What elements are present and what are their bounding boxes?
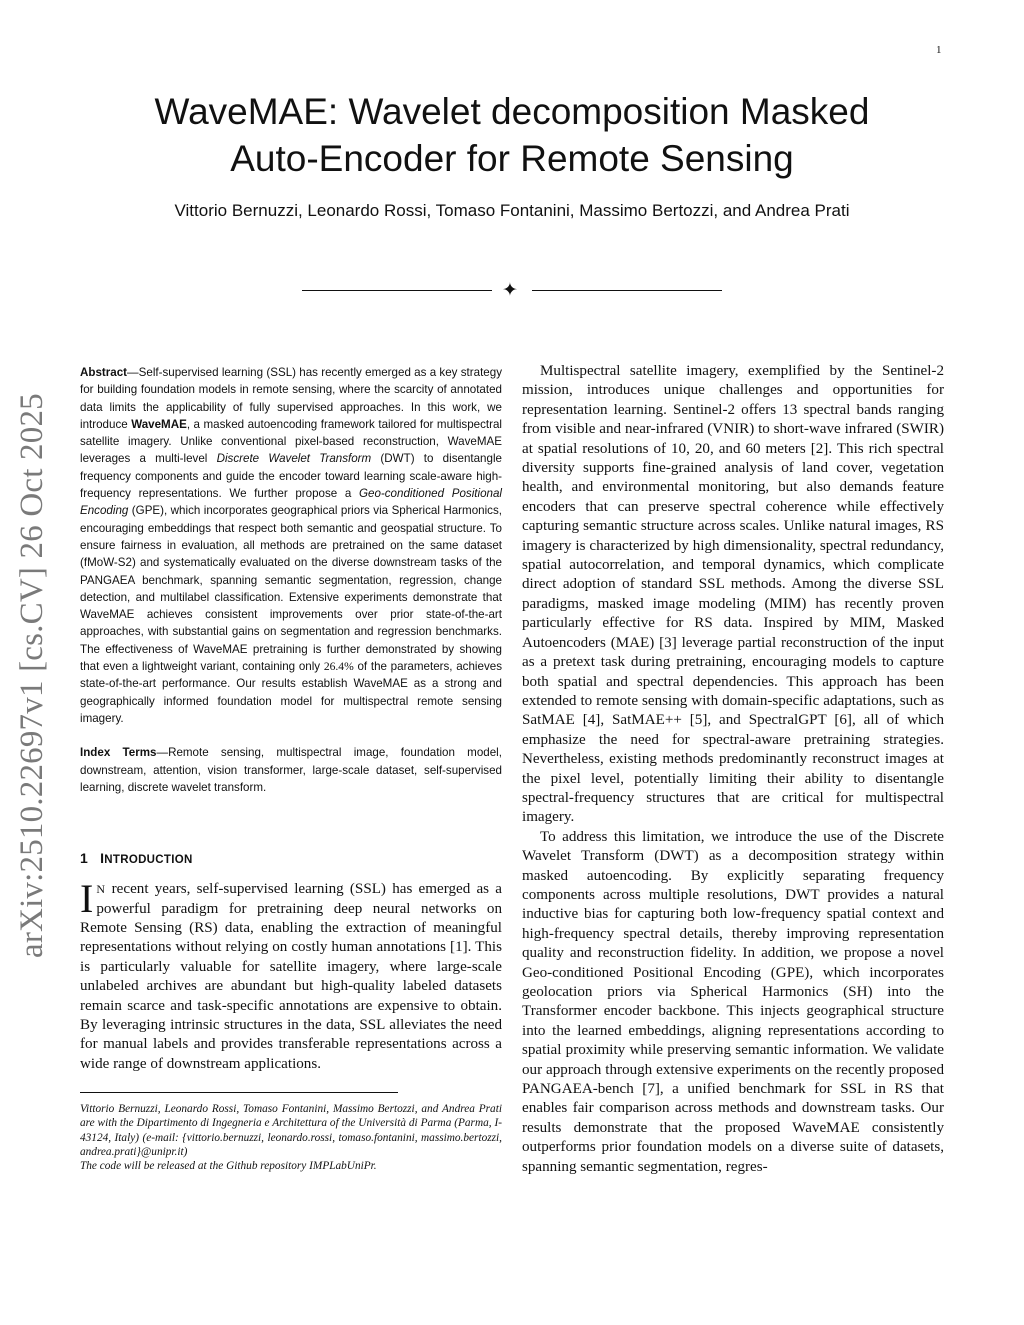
title-divider xyxy=(300,281,724,301)
footnote-affiliation: Vittorio Bernuzzi, Leonardo Rossi, Tomaso Fontanini, Massimo Bertozzi, and Andrea Prati are with the Dipartimento di Ingegneria e Architettura of the Università di Parma (Parma, I-43124, Italy) (e-mail: {vittorio.bernuzzi, leonardo.rossi, tomaso.fontanini, massimo.bertozzi, andrea.prati}@unipr.it) xyxy=(80,1103,502,1159)
star-ornament-icon: ✦ xyxy=(502,279,518,301)
section-heading-rest: NTRODUCTION xyxy=(104,854,193,867)
divider-rule-right xyxy=(532,290,722,291)
page-number: 1 xyxy=(936,44,942,56)
abstract-text-4: (GPE), which incorporates geographical priors via Spherical Harmonics, encouraging embeddings that respect both semantic and geospatial structure. To ensure fairness in evaluation, all methods are pretrained on the same dataset (fMoW-S2) and systematically evaluated on the diverse downstream tasks of the PANGAEA benchmark, spanning semantic segmentation, regression, change detection, and multilabel classification. Extensive experiments demonstrate that WaveMAE achieves consistent improvements over prior state-of-the-art approaches, with substantial gains on segmentation and regression benchmarks. The effectiveness of WaveMAE pretraining is further demonstrated by showing that even a lightweight variant, containing only xyxy=(80,504,502,674)
index-terms-label: Index Terms xyxy=(80,746,157,760)
index-terms-text: Remote sensing, multispectral image, foundation model, downstream, attention, vision transformer, large-scale dataset, self-supervised learning, discrete wavelet transform. xyxy=(80,746,502,794)
intro-paragraph xyxy=(80,876,502,1074)
left-column xyxy=(80,364,502,1174)
section-number: 1 xyxy=(80,850,89,867)
title-line-1: WaveMAE: Wavelet decomposition Masked xyxy=(154,91,870,132)
abstract-text-3: (DWT) to disentangle frequency components and guide the encoder toward learning scale-aware high-frequency representations. We further propose a xyxy=(80,452,502,501)
abstract-text-2: , a masked autoencoding framework tailored for multispectral satellite imagery. Unlike conventional pixel-based reconstruction, WaveMAE leverages a multi-level xyxy=(80,417,502,466)
abstract-wavemae-term: WaveMAE xyxy=(131,417,187,431)
abstract-text-1: Self-supervised learning (SSL) has recently emerged as a key strategy for building foundation models in remote sensing, where the scarcity of annotated data limits the applicability of fully supervised approaches. In this work, we introduce xyxy=(80,366,502,431)
divider-rule-left xyxy=(302,290,492,291)
right-column xyxy=(522,362,944,1177)
author-list: Vittorio Bernuzzi, Leonardo Rossi, Tomaso Fontanini, Massimo Bertozzi, and Andrea Prati xyxy=(174,201,850,220)
index-terms xyxy=(80,744,502,796)
arxiv-identifier-stamp: arXiv:2510.22697v1 [cs.CV] 26 Oct 2025 xyxy=(14,393,50,958)
dropcap-letter: I xyxy=(80,876,94,922)
footnote xyxy=(80,1102,502,1173)
abstract-dash: — xyxy=(127,366,139,379)
footnote-code: The code will be released at the Github repository IMPLabUniPr. xyxy=(80,1160,377,1173)
intro-text: recent years, self-supervised learning (SSL) has emerged as a powerful paradigm for pretraining deep neural networks on Remote Sensing (RS) data, enabling the extraction of meaningful representations without relying on costly human annotations [1]. This is particularly valuable for satellite imagery, where large-scale unlabeled archives are abundant but high-quality labeled datasets remain scarce and task-specific annotations are expensive to obtain. By leveraging intrinsic structures in the data, SSL alleviates the need for manual labels and provides transferable representations across a wide range of downstream applications. xyxy=(80,881,502,1072)
abstract-label: Abstract xyxy=(80,366,128,379)
abstract-dwt-term: Discrete Wavelet Transform xyxy=(216,452,372,466)
title-line-2: Auto-Encoder for Remote Sensing xyxy=(230,138,794,179)
body-paragraph-1: Multispectral satellite imagery, exemplified by the Sentinel-2 mission, introduces unique challenges and opportunities for representation learning. Sentinel-2 offers 13 spectral bands ranging from visible and near-infrared (VNIR) to short-wave infrared (SWIR) at spatial resolutions of 10, 20, and 60 meters [2]. This rich spectral diversity supports fine-grained analysis of land cover, vegetation health, and environmental monitoring, but also demands feature encoders that can preserve spectral coherence while effectively capturing semantic structure across scales. Unlike natural images, RS imagery is characterized by high dimensionality, spectral redundancy, spatial autocorrelation, and temporal dynamics, which complicate direct adoption of standard SSL methods. Among the diverse SSL paradigms, masked image modeling (MIM) has recently proven particularly effective for RS data. Inspired by MIM, Masked Autoencoders (MAE) [3] leverage partial reconstruction of the input as a pretext task during pretraining, encouraging models to capture both spatial and spectral dependencies. This approach has been extended to remote sensing with domain-specific adaptations, such as SatMAE [4], SatMAE++ [5], and SpectralGPT [6], all of which emphasize the need for spectral-aware pretraining strategies. Nevertheless, existing methods predominantly reconstruct images at the pixel level, potentially limiting their ability to disentangle spectral-frequency structures that are critical for multispectral imagery. xyxy=(522,363,944,826)
section-heading-introduction xyxy=(80,850,502,866)
paper-title xyxy=(60,88,964,182)
abstract xyxy=(80,364,502,727)
abstract-text-5: of the parameters, achieves state-of-the-art performance. Our results establish WaveMAE as a strong and geographically informed foundation model for multispectral remote sensing imagery. xyxy=(80,660,502,725)
abstract-percent: 26.4% xyxy=(323,660,354,674)
footnote-rule xyxy=(80,1092,398,1093)
intro-smallcap: N xyxy=(96,882,106,897)
index-terms-dash: — xyxy=(156,746,169,760)
body-paragraph-2: To address this limitation, we introduce the use of the Discrete Wavelet Transform (DWT) as a decomposition strategy within masked autoencoding. By explicitly separating frequency components across multiple resolutions, DWT provides a natural inductive bias for capturing both low-frequency spatial context and high-frequency spectral details, thereby improving representation quality and reconstruction fidelity. In addition, we propose a novel Geo-conditioned Positional Encoding (GPE), which incorporates geolocation priors via Spherical Harmonics (SH) into the Transformer encoder backbone. This injects geographical structure into the learned embeddings, aligning representations according to spatial proximity while preserving semantic information. We validate our approach through extensive experiments on the recently proposed PANGAEA-bench [7], a unified benchmark for SSL in RS that enables fair comparison across methods and downstream tasks. Our results demonstrate that the proposed WaveMAE consistently outperforms prior foundation models on a diverse suite of datasets, spanning semantic segmentation, regres- xyxy=(522,828,944,1175)
abstract-gpe-term: Geo-conditioned Positional Encoding xyxy=(80,487,502,518)
section-heading-initial: I xyxy=(100,850,105,867)
